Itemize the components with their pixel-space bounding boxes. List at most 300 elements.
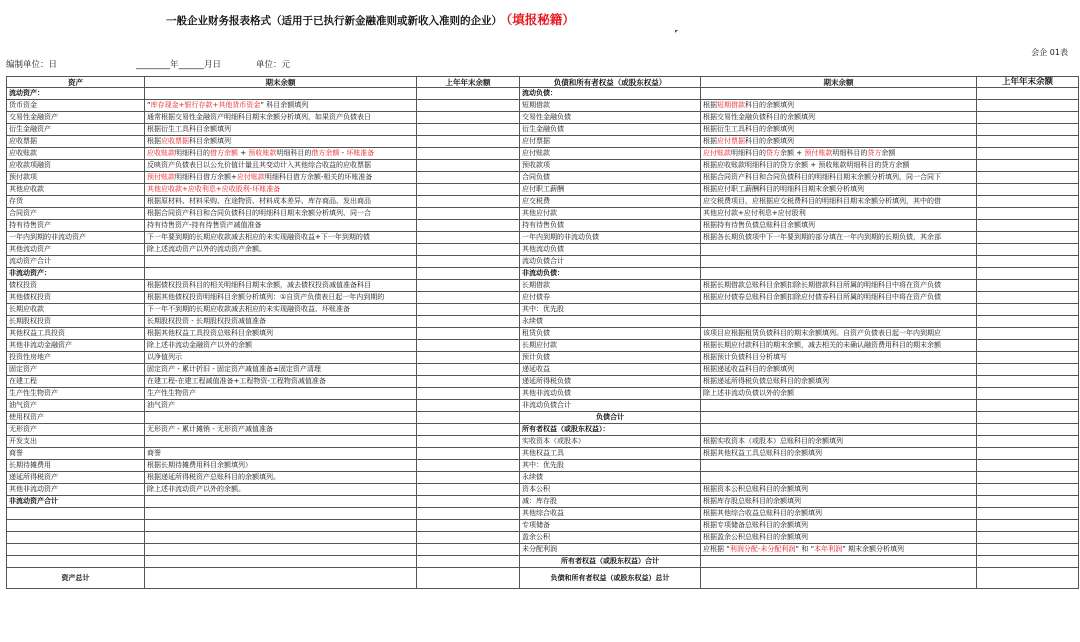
report-meta (6, 58, 290, 70)
asset-item-cell: 长期股权投资 (7, 316, 145, 328)
table-row (7, 160, 1079, 172)
liability-ending-note-cell: 根据盈余公积总账科目的余额填列 (701, 532, 977, 544)
liability-ending-note-cell (701, 412, 977, 424)
balance-sheet-table (6, 76, 1079, 589)
liability-prior-year-cell (977, 124, 1079, 136)
liability-ending-note-cell (701, 244, 977, 256)
asset-item-cell: 流动资产： (7, 88, 145, 100)
asset-ending-note-cell: 商誉 (145, 448, 417, 460)
liability-item-cell: 持有待售负债 (520, 220, 701, 232)
liability-item-cell: 其他流动负债 (520, 244, 701, 256)
liability-item-cell: 资本公积 (520, 484, 701, 496)
liability-prior-year-total-cell (977, 568, 1079, 589)
liability-item-cell: 递延所得税负债 (520, 376, 701, 388)
table-row (7, 544, 1079, 556)
asset-ending-note-cell: 生产性生物资产 (145, 388, 417, 400)
asset-prior-year-cell (417, 256, 520, 268)
asset-item-cell: 投资性房地产 (7, 352, 145, 364)
liability-prior-year-cell (977, 484, 1079, 496)
asset-item-cell (7, 556, 145, 568)
liability-ending-note-cell: 根据应付债券总账科目余额扣除应付债券科目所属的明细科目中将在资产负债 (701, 292, 977, 304)
liability-prior-year-cell (977, 556, 1079, 568)
liability-prior-year-cell (977, 136, 1079, 148)
liability-ending-note-cell: 根据预计负债科目分析填写 (701, 352, 977, 364)
asset-ending-note-cell: 下一年不到期的长期应收款减去相应的未实现融资收益、坏账准备 (145, 304, 417, 316)
asset-ending-note-cell: 除上述流动资产以外的流动资产余额。 (145, 244, 417, 256)
liability-prior-year-cell (977, 208, 1079, 220)
asset-ending-note-cell (145, 268, 417, 280)
asset-item-cell: 长期应收款 (7, 304, 145, 316)
liability-ending-note-cell: 根据专项储备总账科目的余额填列 (701, 520, 977, 532)
asset-item-cell: 衍生金融资产 (7, 124, 145, 136)
asset-prior-year-cell (417, 340, 520, 352)
asset-item-cell (7, 544, 145, 556)
liability-ending-note-cell: 其他应付款+应付利息+应付股利 (701, 208, 977, 220)
asset-prior-year-cell (417, 352, 520, 364)
asset-ending-note-cell: 无形资产 - 累计摊销 - 无形资产减值准备 (145, 424, 417, 436)
liability-ending-note-cell (701, 304, 977, 316)
table-row (7, 496, 1079, 508)
liability-item-cell: 交易性金融负债 (520, 112, 701, 124)
asset-prior-year-cell (417, 448, 520, 460)
liability-item-cell: 其他权益工具 (520, 448, 701, 460)
report-title-highlight: （填报秘籍） (506, 12, 575, 27)
asset-item-cell: 存货 (7, 196, 145, 208)
table-row (7, 184, 1079, 196)
table-row (7, 436, 1079, 448)
liability-prior-year-cell (977, 412, 1079, 424)
asset-prior-year-cell (417, 520, 520, 532)
asset-ending-note-cell: 油气资产 (145, 400, 417, 412)
liability-prior-year-cell (977, 544, 1079, 556)
liability-ending-note-cell: 应交税费项目，应根据应交税费科目的明细科目期末余额分析填列，其中的借 (701, 196, 977, 208)
asset-item-cell: 递延所得税资产 (7, 472, 145, 484)
liability-item-cell: 永续债 (520, 316, 701, 328)
asset-item-cell: 货币资金 (7, 100, 145, 112)
table-header-row (7, 77, 1079, 88)
liability-ending-note-cell: 根据各长期负债项中下一年要到期的部分填在一年内到期的长期负债，其余部 (701, 232, 977, 244)
asset-prior-year-cell (417, 184, 520, 196)
cell-comment-marker (675, 30, 678, 33)
table-row (7, 484, 1079, 496)
asset-ending-note-cell: 根据其他权益工具投资总账科目余额填列 (145, 328, 417, 340)
liability-ending-note-cell: 根据其他权益工具总账科目的余额填列 (701, 448, 977, 460)
asset-prior-year-cell (417, 376, 520, 388)
liability-item-cell: 其他应付款 (520, 208, 701, 220)
asset-item-cell: 固定资产 (7, 364, 145, 376)
liability-prior-year-cell (977, 184, 1079, 196)
liability-ending-note-cell: 根据长期借款总账科目余额扣除长期借款科目所属的明细科目中将在资产负债 (701, 280, 977, 292)
liability-prior-year-cell (977, 352, 1079, 364)
table-row (7, 172, 1079, 184)
liability-prior-year-cell (977, 160, 1079, 172)
liability-item-cell: 永续债 (520, 472, 701, 484)
asset-item-cell: 应收票据 (7, 136, 145, 148)
asset-item-cell: 在建工程 (7, 376, 145, 388)
date-label: ________年______月日 (136, 60, 222, 70)
liability-prior-year-cell (977, 472, 1079, 484)
asset-item-cell: 长期待摊费用 (7, 460, 145, 472)
liability-ending-note-cell (701, 400, 977, 412)
asset-prior-year-cell (417, 112, 520, 124)
asset-ending-note-cell: 应收账款明细科目的借方余额 + 预收账款明细科目的借方余额 - 坏账准备 (145, 148, 417, 160)
table-row (7, 328, 1079, 340)
liability-prior-year-cell (977, 520, 1079, 532)
asset-prior-year-cell (417, 508, 520, 520)
liability-item-cell: 应付票据 (520, 136, 701, 148)
liability-item-cell: 长期应付款 (520, 340, 701, 352)
table-row (7, 196, 1079, 208)
asset-prior-year-cell (417, 388, 520, 400)
asset-prior-year-cell (417, 232, 520, 244)
asset-ending-note-cell: 除上述非流动资产以外的余额。 (145, 484, 417, 496)
liability-ending-note-cell: 该项目应根据租赁负债科目的期末余额填列。自资产负债表日起一年内到期应 (701, 328, 977, 340)
liability-prior-year-cell (977, 268, 1079, 280)
liability-item-cell: 应付职工薪酬 (520, 184, 701, 196)
asset-ending-note-cell (145, 256, 417, 268)
table-row (7, 304, 1079, 316)
asset-ending-note-cell: 预付账款明细科目借方余额+应付账款明细科目借方余额-相关的坏账准备 (145, 172, 417, 184)
liability-ending-note-cell: 根据衍生工具科目的余额填列 (701, 124, 977, 136)
asset-item-cell: 无形资产 (7, 424, 145, 436)
asset-prior-year-cell (417, 280, 520, 292)
asset-item-cell: 油气资产 (7, 400, 145, 412)
table-row (7, 136, 1079, 148)
liability-item-cell: 其中：优先股 (520, 304, 701, 316)
liability-prior-year-cell (977, 448, 1079, 460)
table-row (7, 316, 1079, 328)
asset-ending-note-cell: 根据债权投资科目的相关明细科目期末余额，减去债权投资减值准备科目 (145, 280, 417, 292)
liability-item-cell: 衍生金融负债 (520, 124, 701, 136)
header-prior-year-balance-2: 上年年末余额 (977, 77, 1079, 88)
asset-prior-year-cell (417, 532, 520, 544)
liability-ending-note-cell: 根据长期应付款科目的期末余额，减去相关的未确认融资费用科目的期末余额 (701, 340, 977, 352)
table-row (7, 460, 1079, 472)
liability-prior-year-cell (977, 496, 1079, 508)
table-row (7, 208, 1079, 220)
table-row (7, 508, 1079, 520)
liability-prior-year-cell (977, 532, 1079, 544)
liability-item-cell: 应付债券 (520, 292, 701, 304)
liability-item-cell: 非流动负债合计 (520, 400, 701, 412)
liability-item-cell: 流动负债： (520, 88, 701, 100)
liability-prior-year-cell (977, 436, 1079, 448)
asset-ending-note-cell: 根据长期待摊费用科目余额填列） (145, 460, 417, 472)
asset-item-cell (7, 508, 145, 520)
asset-prior-year-cell (417, 220, 520, 232)
asset-ending-note-cell: 在建工程-在建工程减值准备+工程物资-工程物资减值准备 (145, 376, 417, 388)
liability-prior-year-cell (977, 508, 1079, 520)
asset-ending-note-cell (145, 556, 417, 568)
table-row (7, 100, 1079, 112)
report-title-main: 一般企业财务报表格式（适用于已执行新金融准则或新收入准则的企业） (166, 15, 502, 27)
table-row (7, 424, 1079, 436)
asset-ending-note-cell: 持有待售资产-持有待售资产减值准备 (145, 220, 417, 232)
asset-item-cell: 其他非流动金融资产 (7, 340, 145, 352)
liability-ending-note-cell: 应付账款明细科目的贷方余额 + 预付账款明细科目的贷方余额 (701, 148, 977, 160)
table-footer-row (7, 568, 1079, 589)
table-row (7, 532, 1079, 544)
table-row (7, 352, 1079, 364)
asset-ending-note-cell: “库存现金+银行存款+其他货币资金” 科目余额填列 (145, 100, 417, 112)
liability-ending-note-cell: 根据应付票据科目的余额填列 (701, 136, 977, 148)
liability-ending-note-cell (701, 556, 977, 568)
liability-prior-year-cell (977, 148, 1079, 160)
liability-prior-year-cell (977, 220, 1079, 232)
liability-item-cell: 合同负债 (520, 172, 701, 184)
liability-ending-note-cell: 根据交易性金融负债科目的余额填列 (701, 112, 977, 124)
header-liabilities-equity: 负债和所有者权益（或股东权益） (520, 77, 701, 88)
asset-ending-note-cell: 通常根据交易性金融资产明细科目期末余额分析填列，如果资产负债表日 (145, 112, 417, 124)
asset-item-cell: 非流动资产： (7, 268, 145, 280)
liability-ending-note-cell: 根据其他综合收益总账科目的余额填列 (701, 508, 977, 520)
asset-item-cell: 开发支出 (7, 436, 145, 448)
table-row (7, 376, 1079, 388)
liability-item-cell: 长期借款 (520, 280, 701, 292)
asset-prior-year-cell (417, 484, 520, 496)
liability-ending-note-cell: 根据递延收益科目的余额填列 (701, 364, 977, 376)
asset-prior-year-cell (417, 208, 520, 220)
table-row (7, 220, 1079, 232)
liability-ending-note-cell (701, 256, 977, 268)
table-row (7, 340, 1079, 352)
asset-ending-note-cell: 根据原材料、材料采购、在途物资、材料成本差异、库存商品、发出商品 (145, 196, 417, 208)
liability-prior-year-cell (977, 172, 1079, 184)
liability-ending-note-cell: 根据应收账款明细科目的贷方余额 + 预收账款明细科目的贷方余额 (701, 160, 977, 172)
asset-item-cell: 预付款项 (7, 172, 145, 184)
asset-prior-year-cell (417, 196, 520, 208)
table-row (7, 88, 1079, 100)
table-row (7, 556, 1079, 568)
liability-prior-year-cell (977, 88, 1079, 100)
header-ending-balance: 期末余额 (145, 77, 417, 88)
liability-item-cell: 递延收益 (520, 364, 701, 376)
table-row (7, 448, 1079, 460)
table-row (7, 148, 1079, 160)
asset-item-cell: 应收款项融资 (7, 160, 145, 172)
asset-prior-year-cell (417, 544, 520, 556)
asset-ending-note-cell (145, 508, 417, 520)
table-row (7, 244, 1079, 256)
liability-ending-note-cell (701, 316, 977, 328)
liability-item-cell: 减：库存股 (520, 496, 701, 508)
asset-prior-year-cell (417, 400, 520, 412)
liability-item-cell: 预计负债 (520, 352, 701, 364)
asset-item-cell: 其他非流动资产 (7, 484, 145, 496)
liability-ending-note-cell: 根据应付职工薪酬科目的明细科目期末余额分析填列 (701, 184, 977, 196)
asset-prior-year-cell (417, 556, 520, 568)
asset-ending-note-cell: 固定资产 - 累计折旧 - 固定资产减值准备±固定资产清理 (145, 364, 417, 376)
asset-ending-note-cell (145, 412, 417, 424)
asset-ending-note-cell (145, 496, 417, 508)
liability-ending-note-cell: 根据持有待售负债总账科目余额填列 (701, 220, 977, 232)
table-row (7, 112, 1079, 124)
liability-prior-year-cell (977, 292, 1079, 304)
asset-item-cell: 债权投资 (7, 280, 145, 292)
asset-ending-note-cell (145, 544, 417, 556)
liability-ending-note-cell: 根据库存股总账科目的余额填列 (701, 496, 977, 508)
table-row (7, 412, 1079, 424)
report-title (166, 10, 575, 28)
asset-prior-year-cell (417, 136, 520, 148)
asset-ending-note-cell: 反映资产负债表日以公允价值计量且其变动计入其他综合收益的应收票据 (145, 160, 417, 172)
liability-ending-note-cell: 根据短期借款科目的余额填列 (701, 100, 977, 112)
table-row (7, 520, 1079, 532)
liability-ending-note-total-cell (701, 568, 977, 589)
liability-item-cell: 流动负债合计 (520, 256, 701, 268)
currency-label: 单位：元 (256, 60, 291, 70)
liability-item-cell: 其中：优先股 (520, 460, 701, 472)
asset-prior-year-cell (417, 472, 520, 484)
liability-ending-note-cell (701, 88, 977, 100)
asset-prior-year-cell (417, 268, 520, 280)
table-row (7, 292, 1079, 304)
liability-ending-note-cell: 应根据 “利润分配-未分配利润” 和 “本年利润” 期末余额分析填列 (701, 544, 977, 556)
asset-item-cell: 其他权益工具投资 (7, 328, 145, 340)
asset-ending-note-cell (145, 88, 417, 100)
liability-prior-year-cell (977, 340, 1079, 352)
liability-ending-note-cell: 根据递延所得税负债总账科目的余额填列 (701, 376, 977, 388)
asset-prior-year-total-cell (417, 568, 520, 589)
asset-prior-year-cell (417, 244, 520, 256)
liability-ending-note-cell (701, 460, 977, 472)
liability-prior-year-cell (977, 400, 1079, 412)
liability-item-cell: 一年内到期的非流动负债 (520, 232, 701, 244)
liability-item-cell: 应交税费 (520, 196, 701, 208)
liability-prior-year-cell (977, 256, 1079, 268)
table-row (7, 256, 1079, 268)
asset-prior-year-cell (417, 424, 520, 436)
liability-prior-year-cell (977, 424, 1079, 436)
asset-item-cell: 使用权资产 (7, 412, 145, 424)
asset-item-cell: 一年内到期的非流动资产 (7, 232, 145, 244)
asset-prior-year-cell (417, 304, 520, 316)
header-prior-year-balance: 上年年末余额 (417, 77, 520, 88)
asset-prior-year-cell (417, 88, 520, 100)
liability-ending-note-cell (701, 472, 977, 484)
liability-item-cell: 所有者权益（或股东权益）合计 (520, 556, 701, 568)
asset-prior-year-cell (417, 328, 520, 340)
liability-item-cell: 所有者权益（或股东权益）： (520, 424, 701, 436)
asset-item-cell (7, 532, 145, 544)
asset-item-cell: 合同资产 (7, 208, 145, 220)
liability-prior-year-cell (977, 316, 1079, 328)
liability-ending-note-cell (701, 268, 977, 280)
asset-prior-year-cell (417, 292, 520, 304)
liability-item-cell: 短期借款 (520, 100, 701, 112)
asset-prior-year-cell (417, 172, 520, 184)
liability-ending-note-cell: 根据资本公积总账科目的余额填列 (701, 484, 977, 496)
asset-item-cell: 其他应收款 (7, 184, 145, 196)
liability-prior-year-cell (977, 196, 1079, 208)
liability-prior-year-cell (977, 112, 1079, 124)
asset-prior-year-cell (417, 316, 520, 328)
liability-prior-year-cell (977, 376, 1079, 388)
asset-ending-note-cell: 其他应收款+应收利息+应收股利-坏账准备 (145, 184, 417, 196)
asset-ending-note-cell (145, 520, 417, 532)
asset-item-cell: 其他流动资产 (7, 244, 145, 256)
asset-ending-note-cell: 根据递延所得税资产总账科目的余额填列。 (145, 472, 417, 484)
asset-ending-note-total-cell (145, 568, 417, 589)
header-assets: 资产 (7, 77, 145, 88)
asset-item-total-cell: 资产总计 (7, 568, 145, 589)
asset-prior-year-cell (417, 148, 520, 160)
liability-item-cell: 其他非流动负债 (520, 388, 701, 400)
liability-item-cell: 非流动负债： (520, 268, 701, 280)
asset-ending-note-cell: 根据衍生工具科目余额填列 (145, 124, 417, 136)
asset-item-cell (7, 520, 145, 532)
asset-ending-note-cell: 下一年要到期的长期应收款减去相应的未实现融资收益+下一年到期的债 (145, 232, 417, 244)
liability-prior-year-cell (977, 388, 1079, 400)
liability-ending-note-cell (701, 424, 977, 436)
asset-ending-note-cell: 根据应收票据科目余额填列 (145, 136, 417, 148)
asset-ending-note-cell (145, 436, 417, 448)
liability-ending-note-cell: 根据合同资产科目和合同负债科目的明细科目期末余额分析填列，同一合同下 (701, 172, 977, 184)
liability-prior-year-cell (977, 460, 1079, 472)
liability-prior-year-cell (977, 364, 1079, 376)
asset-ending-note-cell: 以净值列示 (145, 352, 417, 364)
table-row (7, 268, 1079, 280)
asset-prior-year-cell (417, 100, 520, 112)
asset-item-cell: 商誉 (7, 448, 145, 460)
liability-item-cell: 专项储备 (520, 520, 701, 532)
asset-item-cell: 持有待售资产 (7, 220, 145, 232)
asset-prior-year-cell (417, 412, 520, 424)
table-row (7, 124, 1079, 136)
table-row (7, 472, 1079, 484)
asset-prior-year-cell (417, 496, 520, 508)
asset-prior-year-cell (417, 364, 520, 376)
asset-item-cell: 非流动资产合计 (7, 496, 145, 508)
table-row (7, 280, 1079, 292)
liability-ending-note-cell: 根据实收资本（或股本）总账科目的余额填列 (701, 436, 977, 448)
asset-prior-year-cell (417, 436, 520, 448)
asset-prior-year-cell (417, 124, 520, 136)
asset-ending-note-cell (145, 532, 417, 544)
liability-item-cell: 预收款项 (520, 160, 701, 172)
asset-item-cell: 流动资产合计 (7, 256, 145, 268)
asset-ending-note-cell: 根据合同资产科目和合同负债科目的明细科目期末余额分析填列，同一合 (145, 208, 417, 220)
liability-item-cell: 实收资本（或股本） (520, 436, 701, 448)
liability-item-cell: 未分配利润 (520, 544, 701, 556)
liability-item-cell: 租赁负债 (520, 328, 701, 340)
asset-item-cell: 其他债权投资 (7, 292, 145, 304)
table-row (7, 388, 1079, 400)
asset-item-cell: 应收账款 (7, 148, 145, 160)
table-row (7, 232, 1079, 244)
liability-prior-year-cell (977, 244, 1079, 256)
table-row (7, 364, 1079, 376)
liability-item-cell: 盈余公积 (520, 532, 701, 544)
liability-item-cell: 负债合计 (520, 412, 701, 424)
table-row (7, 400, 1079, 412)
asset-item-cell: 生产性生物资产 (7, 388, 145, 400)
asset-ending-note-cell: 除上述非流动金融资产以外的余额 (145, 340, 417, 352)
liability-prior-year-cell (977, 100, 1079, 112)
liability-prior-year-cell (977, 232, 1079, 244)
asset-item-cell: 交易性金融资产 (7, 112, 145, 124)
liability-item-cell: 其他综合收益 (520, 508, 701, 520)
table-body (7, 88, 1079, 589)
liability-item-total-cell: 负债和所有者权益（或股东权益）总计 (520, 568, 701, 589)
form-number: 会企 01表 (1031, 48, 1068, 57)
unit-label: 编制单位：日 (6, 60, 58, 70)
asset-ending-note-cell: 根据其他债权投资明细科目余额分析填列：①自资产负债表日起一年内到期的 (145, 292, 417, 304)
liability-prior-year-cell (977, 328, 1079, 340)
liability-item-cell: 应付账款 (520, 148, 701, 160)
header-ending-balance-2: 期末余额 (701, 77, 977, 88)
asset-prior-year-cell (417, 460, 520, 472)
